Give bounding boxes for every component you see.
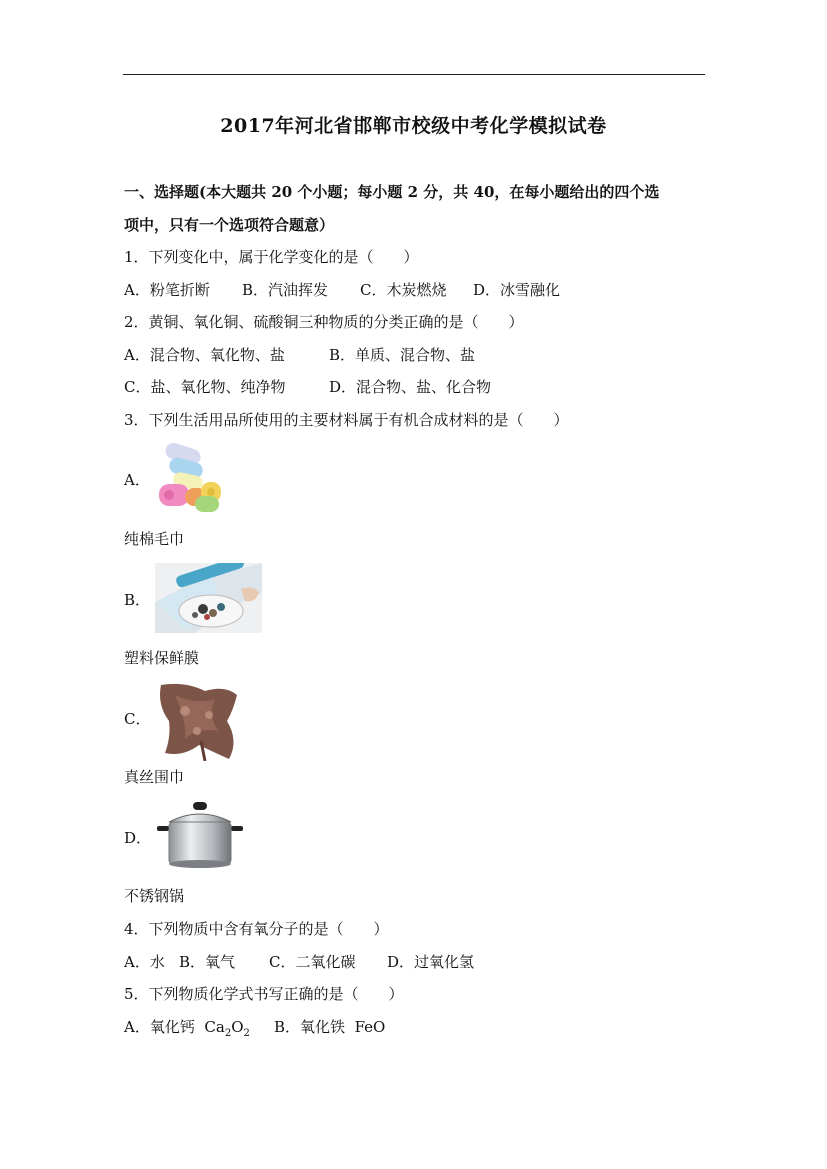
q3-option-d-letter: D．: [124, 829, 152, 847]
q3-stem: 3．下列生活用品所使用的主要材料属于有机合成材料的是（ ）: [124, 411, 569, 429]
page-title: 2017年河北省邯郸市校级中考化学模拟试卷: [220, 115, 607, 137]
q4-option-a: A．水: [124, 953, 165, 971]
q2-option-c: C．盐、氧化物、纯净物: [124, 378, 286, 396]
q3-option-b-letter: B．: [124, 591, 151, 609]
q2-stem: 2．黄铜、氧化铜、硫酸铜三种物质的分类正确的是（ ）: [124, 313, 524, 331]
q1-stem: 1．下列变化中，属于化学变化的是（ ）: [124, 248, 419, 266]
header-rule: [123, 74, 705, 75]
silk-scarf-image: [155, 681, 241, 761]
q4-option-b: B．氧气: [179, 953, 236, 971]
q1-options: [124, 280, 560, 300]
q3-option-a-letter: A．: [124, 471, 150, 489]
q3-option-b-caption: 塑料保鲜膜: [124, 649, 200, 667]
q5-stem: 5．下列物质化学式书写正确的是（ ）: [124, 985, 404, 1003]
q1-option-a: A．粉笔折断: [124, 281, 210, 299]
q4-options: [124, 952, 474, 972]
q1-option-b: B．汽油挥发: [242, 281, 329, 299]
q4-option-c: C．二氧化碳: [269, 953, 356, 971]
q5-options: [124, 1017, 385, 1044]
towels-image: [155, 442, 225, 518]
q2-option-d: D．混合物、盐、化合物: [329, 378, 492, 396]
section-heading-line2: 项中，只有一个选项符合题意）: [124, 216, 335, 234]
q1-option-d: D．冰雪融化: [473, 281, 561, 299]
q3-option-c-letter: C．: [124, 710, 151, 728]
q2-options-row1: [124, 345, 475, 365]
q5-option-b: [274, 1017, 385, 1037]
q3-option-a-caption: 纯棉毛巾: [124, 530, 185, 548]
q5-option-a: [124, 1017, 274, 1044]
section-heading-line1: 一、选择题(本大题共 20 个小题；每小题 2 分，共 40，在每小题给出的四个选: [124, 183, 660, 201]
q4-option-d: D．过氧化氢: [387, 953, 475, 971]
q3-option-c-caption: 真丝围巾: [124, 768, 185, 786]
plastic-wrap-image: [155, 563, 262, 633]
q5-option-b-label: B．氧化铁: [274, 1018, 346, 1036]
q2-option-b: B．单质、混合物、盐: [329, 346, 476, 364]
q2-option-a: A．混合物、氧化物、盐: [124, 346, 285, 364]
steel-pot-image: [155, 800, 245, 870]
q4-stem: 4．下列物质中含有氧分子的是（ ）: [124, 920, 389, 938]
q5-option-a-label: A．氧化钙: [124, 1018, 195, 1036]
q5-option-a-formula: $Ca_2O_2$: [204, 1018, 250, 1039]
q3-option-d-caption: 不锈钢锅: [124, 887, 185, 905]
q1-option-c: C．木炭燃烧: [360, 281, 447, 299]
q5-option-b-formula: FeO: [354, 1018, 386, 1036]
q2-options-row2: [124, 377, 491, 397]
